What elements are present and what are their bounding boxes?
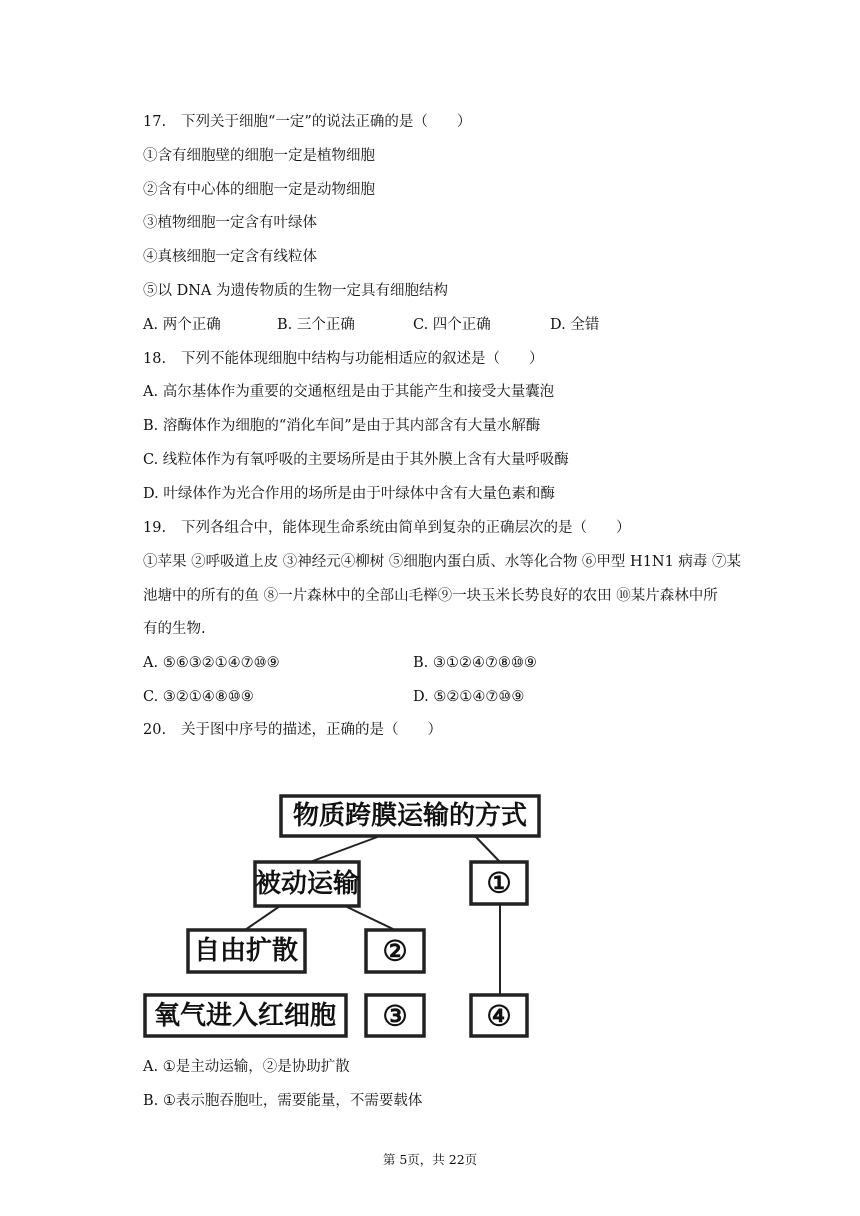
page-footer: 第 5页，共 22页 [382, 1152, 478, 1167]
oxygen-example-label: 氧气进入红细胞 [153, 1001, 337, 1031]
q18-stem: 下列不能体现细胞中结构与功能相适应的叙述是（ ） [181, 351, 544, 367]
root-label: 物质跨膜运输的方式 [292, 801, 528, 831]
q19-text-line-1: ①苹果 ②呼吸道上皮 ③神经元④柳树 ⑤细胞内蛋白质、水等化合物 ⑥甲型 H1N1 病毒 ⑦某 [143, 554, 742, 570]
q19-option-b: B. ③①②④⑦⑧⑩⑨ [413, 655, 537, 671]
q19-option-c: C. ③②①④⑧⑩⑨ [143, 689, 254, 705]
q17-number: 17. [143, 114, 167, 130]
q17-option-a: A. 两个正确 [143, 317, 221, 333]
q18-option-c: C. 线粒体作为有氧呼吸的主要场所是由于其外膜上含有大量呼吸酶 [143, 452, 569, 468]
connector-root-n1 [475, 836, 500, 862]
q20-option-a: A. ①是主动运输，②是协助扩散 [143, 1059, 350, 1075]
q18-number: 18. [143, 351, 167, 367]
connector-passive-n2 [345, 906, 395, 930]
q17-statement-3: ③植物细胞一定含有叶绿体 [143, 215, 317, 231]
n2-label: ② [382, 934, 408, 968]
q17-option-b: B. 三个正确 [277, 317, 355, 333]
q17-statement-1: ①含有细胞壁的细胞一定是植物细胞 [143, 148, 375, 164]
q17-stem: 下列关于细胞“一定”的说法正确的是（ ） [181, 114, 472, 130]
q17-option-c: C. 四个正确 [413, 317, 491, 333]
n3-label: ③ [382, 999, 408, 1033]
q19-text-line-2: 池塘中的所有的鱼 ⑧一片森林中的全部山毛榉⑨一块玉米长势良好的农田 ⑩某片森林中所 [143, 588, 718, 604]
q17-option-d: D. 全错 [550, 317, 600, 333]
q20-number: 20. [143, 722, 167, 738]
free-diffusion-label: 自由扩散 [193, 936, 299, 966]
q19-option-a: A. ⑤⑥③②①④⑦⑩⑨ [143, 655, 280, 671]
q19-stem: 下列各组合中，能体现生命系统由简单到复杂的正确层次的是（ ） [181, 520, 631, 536]
q20-option-b: B. ①表示胞吞胞吐，需要能量，不需要载体 [143, 1093, 423, 1109]
passive-label: 被动运输 [254, 869, 360, 899]
q19-number: 19. [143, 520, 167, 536]
q17-statement-5: ⑤以 DNA 为遗传物质的生物一定具有细胞结构 [143, 283, 449, 299]
connector-root-passive [310, 836, 380, 862]
q18-option-a: A. 高尔基体作为重要的交通枢纽是由于其能产生和接受大量囊泡 [143, 384, 555, 400]
q18-option-d: D. 叶绿体作为光合作用的场所是由于叶绿体中含有大量色素和酶 [143, 486, 555, 502]
q18-option-b: B. 溶酶体作为细胞的“消化车间”是由于其内部含有大量水解酶 [143, 418, 541, 434]
q19-option-d: D. ⑤②①④⑦⑩⑨ [413, 689, 525, 705]
q19-text-line-3: 有的生物. [143, 621, 206, 637]
n1-label: ① [486, 866, 512, 900]
q17-statement-2: ②含有中心体的细胞一定是动物细胞 [143, 182, 375, 198]
connector-passive-free [245, 906, 280, 930]
q17-statement-4: ④真核细胞一定含有线粒体 [143, 249, 317, 265]
n4-label: ④ [486, 999, 512, 1033]
q20-stem: 关于图中序号的描述，正确的是（ ） [181, 722, 442, 738]
